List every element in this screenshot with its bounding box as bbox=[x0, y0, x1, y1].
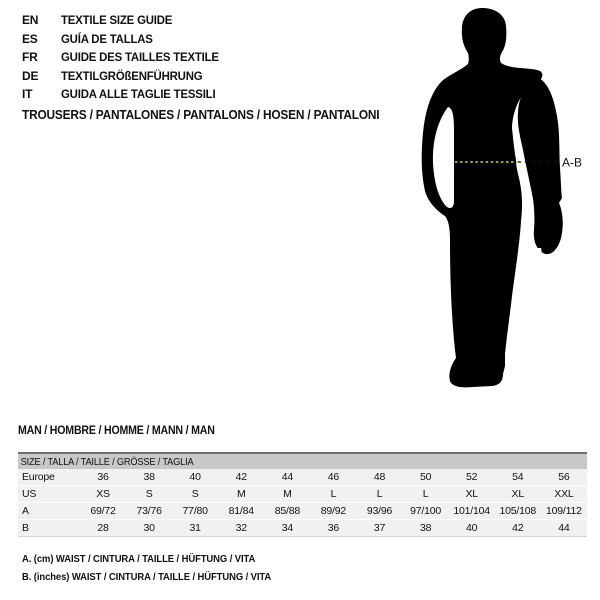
cell: XXL bbox=[541, 486, 587, 503]
cell: 37 bbox=[356, 520, 402, 537]
language-code: FR bbox=[22, 50, 38, 64]
cell: 44 bbox=[264, 469, 310, 486]
language-title: TEXTILE SIZE GUIDE bbox=[61, 13, 173, 27]
language-row-de bbox=[22, 67, 228, 86]
cell: 73/76 bbox=[126, 503, 172, 520]
footnotes bbox=[22, 551, 299, 586]
cell: L bbox=[356, 486, 402, 503]
cell: 77/80 bbox=[172, 503, 218, 520]
row-label: US bbox=[18, 486, 80, 503]
measure-label: A-B bbox=[562, 155, 583, 170]
cell: 28 bbox=[80, 520, 126, 537]
gender-heading: MAN / HOMBRE / HOMME / MANN / MAN bbox=[18, 425, 215, 437]
cell: 36 bbox=[80, 469, 126, 486]
footnote-a: A. (cm) WAIST / CINTURA / TAILLE / HÜFTUNG / VITA bbox=[22, 553, 256, 565]
language-row-en bbox=[22, 11, 228, 30]
row-label: B bbox=[18, 520, 80, 537]
cell: M bbox=[218, 486, 264, 503]
cell: 101/104 bbox=[449, 503, 495, 520]
cell: 31 bbox=[172, 520, 218, 537]
cell: XL bbox=[449, 486, 495, 503]
cell: 38 bbox=[403, 520, 449, 537]
cell: 32 bbox=[218, 520, 264, 537]
cell: 81/84 bbox=[218, 503, 264, 520]
man-silhouette bbox=[410, 0, 600, 420]
cell: M bbox=[264, 486, 310, 503]
cell: S bbox=[172, 486, 218, 503]
language-title: GUIDA ALLE TAGLIE TESSILI bbox=[61, 87, 216, 101]
size-table bbox=[18, 452, 587, 537]
cell: 93/96 bbox=[356, 503, 402, 520]
cell: 46 bbox=[310, 469, 356, 486]
cell: 42 bbox=[495, 520, 541, 537]
cell: 97/100 bbox=[403, 503, 449, 520]
garment-type-heading: TROUSERS / PANTALONES / PANTALONS / HOSEN / PANTALONI bbox=[22, 108, 380, 122]
cell: 38 bbox=[126, 469, 172, 486]
cell: L bbox=[403, 486, 449, 503]
cell: 50 bbox=[403, 469, 449, 486]
table-row-b-inches bbox=[18, 520, 587, 537]
size-table-header-cell bbox=[18, 453, 587, 469]
cell: 34 bbox=[264, 520, 310, 537]
cell: S bbox=[126, 486, 172, 503]
table-row-us bbox=[18, 486, 587, 503]
size-table-header-label: SIZE / TALLA / TAILLE / GRÖSSE / TAGLIA bbox=[20, 455, 194, 468]
cell: 52 bbox=[449, 469, 495, 486]
cell: 54 bbox=[495, 469, 541, 486]
cell: 105/108 bbox=[495, 503, 541, 520]
cell: 42 bbox=[218, 469, 264, 486]
cell: 40 bbox=[172, 469, 218, 486]
footnote-b: B. (inches) WAIST / CINTURA / TAILLE / HÜFTUNG / VITA bbox=[22, 570, 272, 583]
language-title: GUIDE DES TAILLES TEXTILE bbox=[61, 50, 220, 64]
cell: 44 bbox=[541, 520, 587, 537]
language-code: EN bbox=[22, 13, 39, 27]
size-table-header-row bbox=[18, 453, 587, 469]
language-row-it bbox=[22, 85, 228, 104]
cell: 109/112 bbox=[541, 503, 587, 520]
cell: 40 bbox=[449, 520, 495, 537]
figure-area bbox=[410, 0, 600, 420]
cell: 85/88 bbox=[264, 503, 310, 520]
cell: 89/92 bbox=[310, 503, 356, 520]
language-code: ES bbox=[22, 31, 38, 46]
language-title: TEXTILGRÖßENFÜHRUNG bbox=[61, 68, 203, 83]
cell: 36 bbox=[310, 520, 356, 537]
cell: XL bbox=[495, 486, 541, 503]
cell: XS bbox=[80, 486, 126, 503]
row-label: A bbox=[18, 503, 80, 520]
cell: 30 bbox=[126, 520, 172, 537]
language-title: GUÍA DE TALLAS bbox=[61, 31, 154, 46]
table-row-europe bbox=[18, 469, 587, 486]
language-code: DE bbox=[22, 68, 39, 83]
cell: L bbox=[310, 486, 356, 503]
language-row-fr bbox=[22, 48, 228, 67]
language-code: IT bbox=[22, 87, 33, 101]
cell: 69/72 bbox=[80, 503, 126, 520]
cell: 48 bbox=[356, 469, 402, 486]
language-title-list bbox=[22, 11, 228, 104]
table-row-a-cm bbox=[18, 503, 587, 520]
row-label: Europe bbox=[18, 469, 80, 486]
cell: 56 bbox=[541, 469, 587, 486]
language-row-es bbox=[22, 30, 228, 49]
